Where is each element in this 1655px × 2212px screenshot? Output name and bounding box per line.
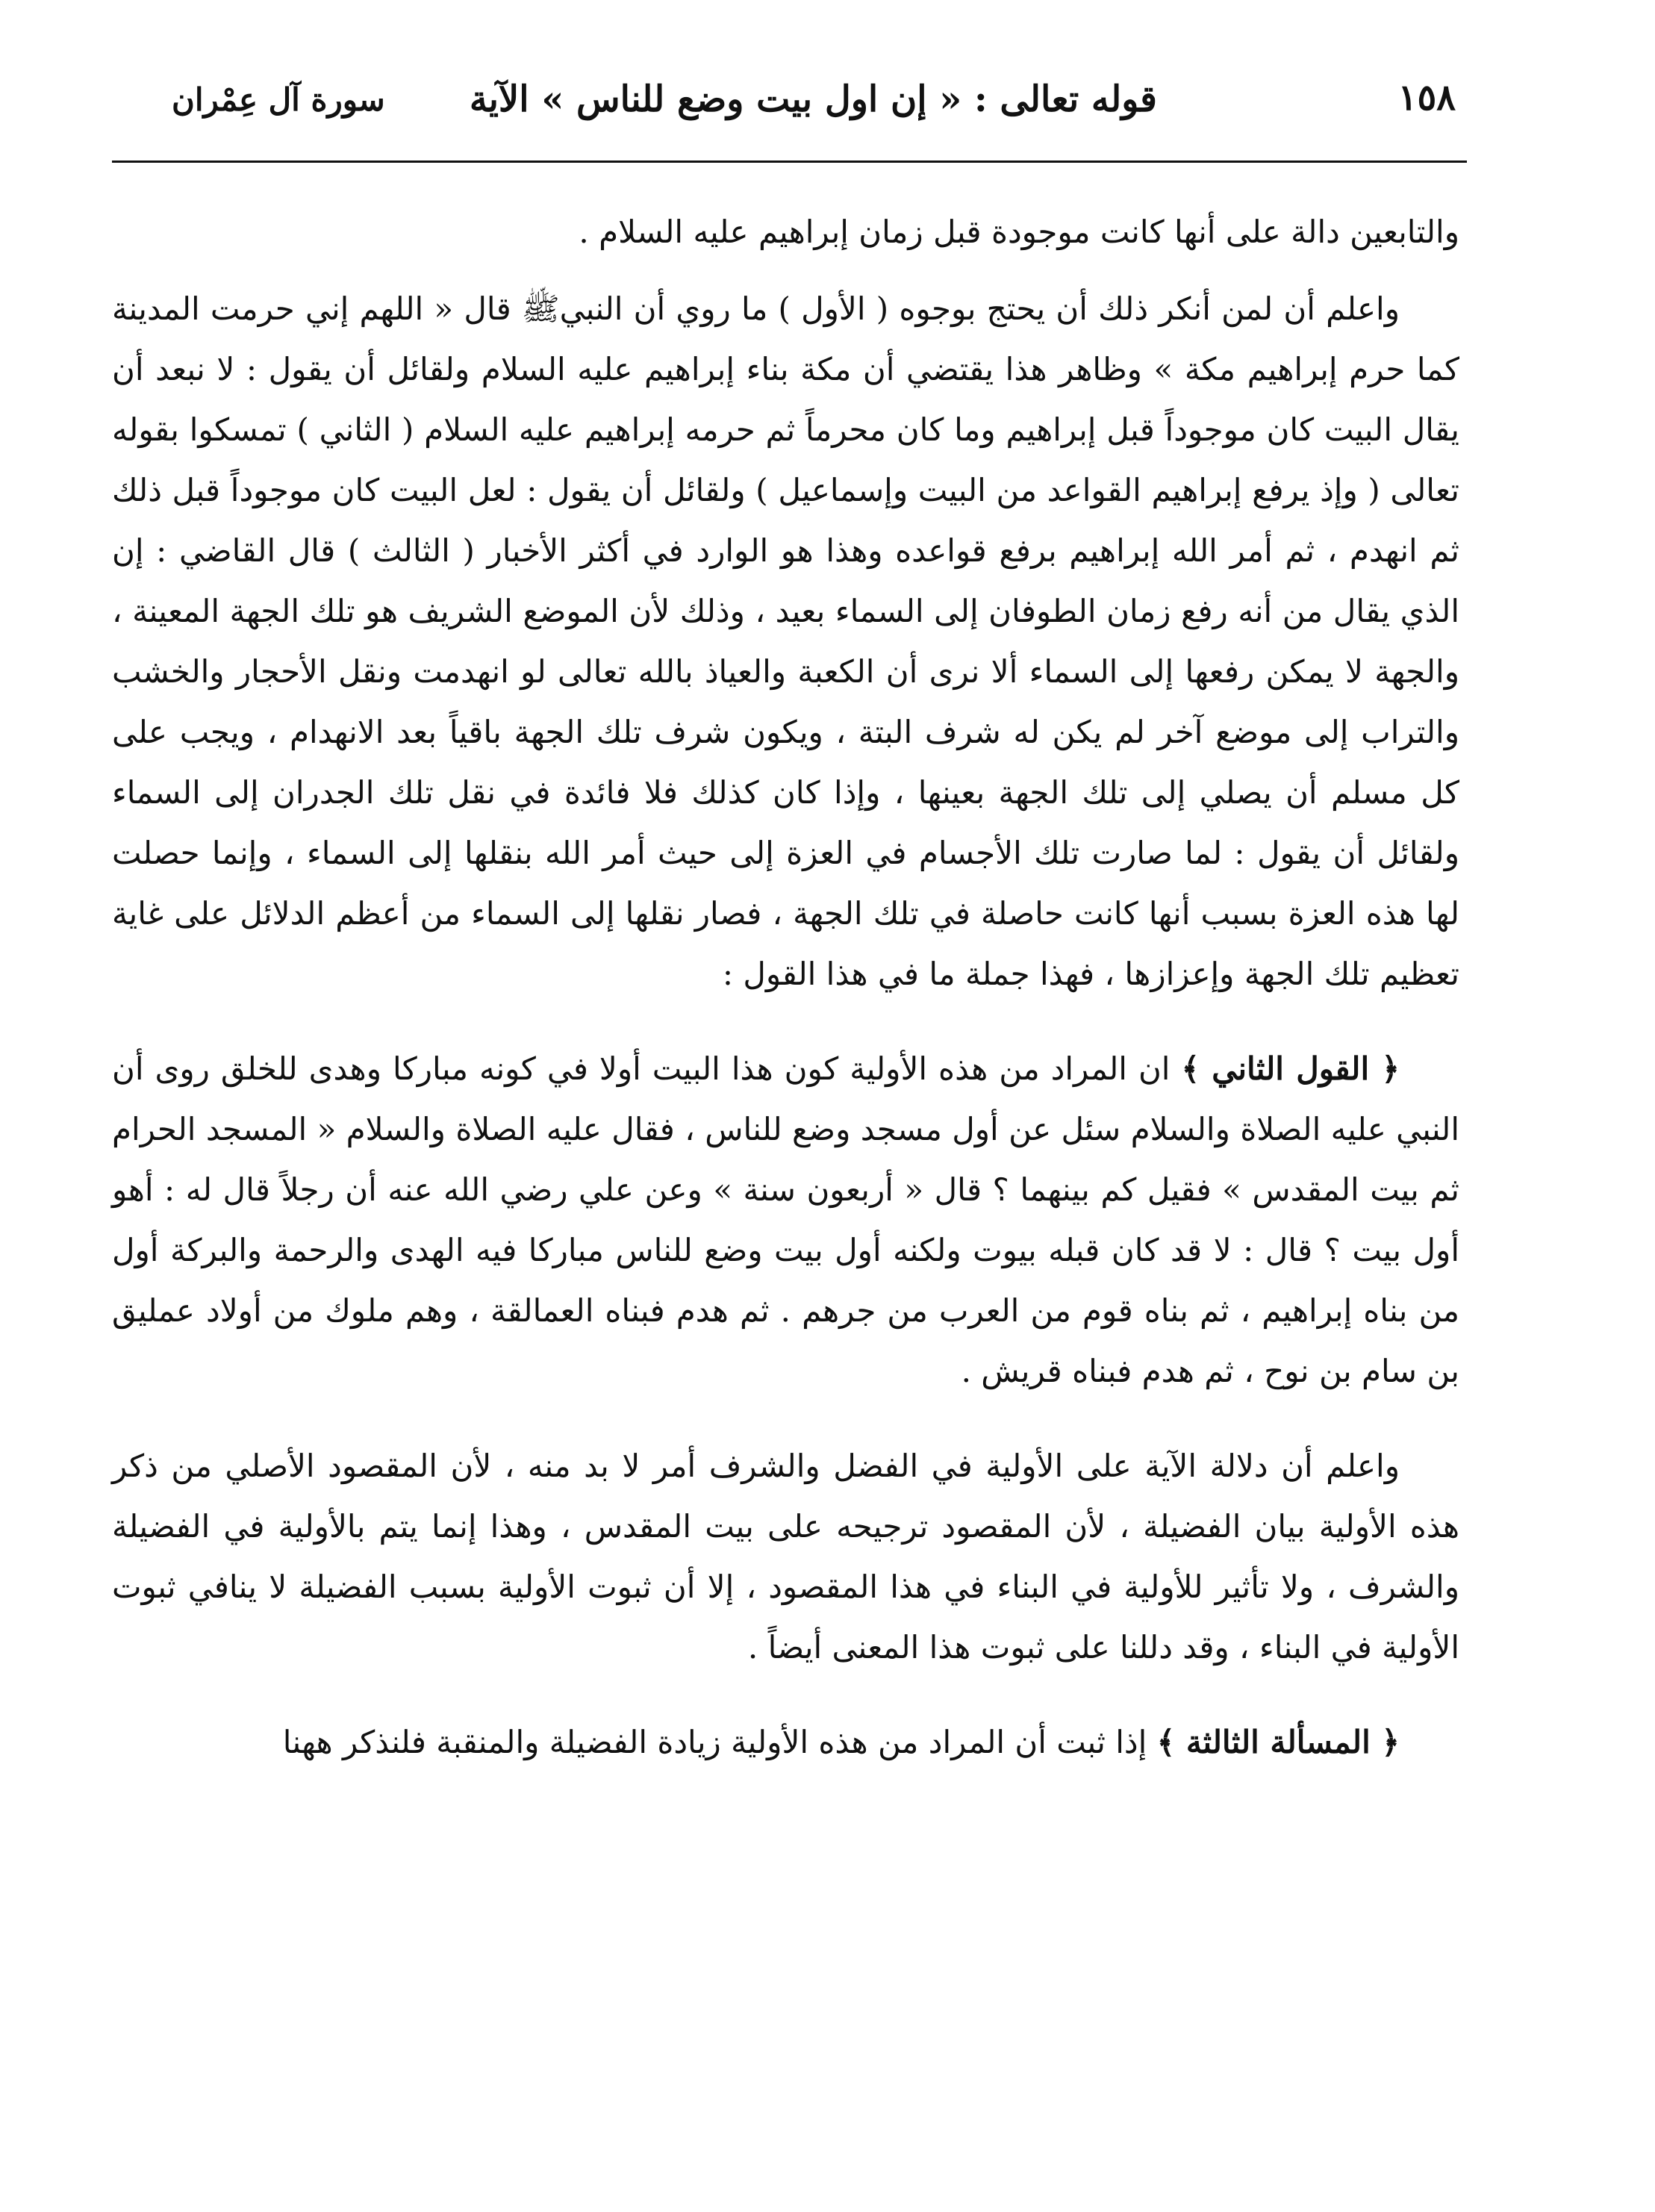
section-heading-third-issue: ﴿ المسألة الثالثة ﴾ [1156, 1724, 1400, 1760]
body-text [112, 202, 1459, 1807]
paragraph-5 [112, 1712, 1459, 1772]
section-heading-second-opinion: ﴿ القول الثاني ﴾ [1181, 1050, 1400, 1087]
surah-name: سورة آل عِمْران [172, 81, 385, 118]
page-number: ١٥٨ [1397, 77, 1456, 119]
paragraph-4-text: واعلم أن دلالة الآية على الأولية في الفضل والشرف أمر لا بد منه ، لأن المقصود الأصلي من ذكر هذه الأولية بيان الفضيلة ، لأن المقصود ترجيحه على بيت المقدس ، وهذا إنما يتم بالأولية في الفضيلة والشرف ، ولا تأثير للأولية في البناء في هذا المقصود ، إلا أن ثبوت الأولية بسبب الفضيلة لا ينافي ثبوت الأولية في البناء ، وقد دللنا على ثبوت هذا المعنى أيضاً . [112, 1448, 1459, 1666]
paragraph-1 [112, 202, 1459, 262]
paragraph-5-text: إذا ثبت أن المراد من هذه الأولية زيادة الفضيلة والمنقبة فلنذكر ههنا [282, 1724, 1147, 1760]
paragraph-2-text: واعلم أن لمن أنكر ذلك أن يحتج بوجوه ( الأول ) ما روي أن النبيﷺ قال « اللهم إني حرمت المدينة كما حرم إبراهيم مكة » وظاهر هذا يقتضي أن مكة بناء إبراهيم عليه السلام ولقائل أن يقول : لا نبعد أن يقال البيت كان موجوداً قبل إبراهيم وما كان محرماً ثم حرمه إبراهيم عليه السلام ( الثاني ) تمسكوا بقوله تعالى ( وإذ يرفع إبراهيم القواعد من البيت وإسماعيل ) ولقائل أن يقول : لعل البيت كان موجوداً قبل ذلك ثم انهدم ، ثم أمر الله إبراهيم برفع قواعده وهذا هو الوارد في أكثر الأخبار ( الثالث ) قال القاضي : إن الذي يقال من أنه رفع زمان الطوفان إلى السماء بعيد ، وذلك لأن الموضع الشريف هو تلك الجهة المعينة ، والجهة لا يمكن رفعها إلى السماء ألا نرى أن الكعبة والعياذ بالله تعالى لو انهدمت ونقل الأحجار والخشب والتراب إلى موضع آخر لم يكن له شرف البتة ، ويكون شرف تلك الجهة باقياً بعد الانهدام ، ويجب على كل مسلم أن يصلي إلى تلك الجهة بعينها ، وإذا كان كذلك فلا فائدة في نقل تلك الجدران إلى السماء ولقائل أن يقول : لما صارت تلك الأجسام في العزة إلى حيث أمر الله بنقلها إلى السماء ، وإنما حصلت لها هذه العزة بسبب أنها كانت حاصلة في تلك الجهة ، فصار نقلها إلى السماء من أعظم الدلائل على غاية تعظيم تلك الجهة وإعزازها ، فهذا جملة ما في هذا القول : [112, 290, 1459, 992]
header-divider [112, 161, 1467, 163]
paragraph-2 [112, 278, 1459, 1004]
paragraph-4 [112, 1436, 1459, 1677]
running-title: قوله تعالى : « إن اول بيت وضع للناس » الآية [469, 78, 1157, 120]
page-header [112, 71, 1456, 153]
paragraph-3-text: ان المراد من هذه الأولية كون هذا البيت أولا في كونه مباركا وهدى للخلق روى أن النبي عليه الصلاة والسلام سئل عن أول مسجد وضع للناس ، فقال عليه الصلاة والسلام « المسجد الحرام ثم بيت المقدس » فقيل كم بينهما ؟ قال « أربعون سنة » وعن علي رضي الله عنه أن رجلاً قال له : أهو أول بيت ؟ قال : لا قد كان قبله بيوت ولكنه أول بيت وضع للناس مباركا فيه الهدى والرحمة والبركة أول من بناه إبراهيم ، ثم بناه قوم من العرب من جرهم . ثم هدم فبناه العمالقة ، وهم ملوك من أولاد عمليق بن سام بن نوح ، ثم هدم فبناه قريش . [112, 1050, 1459, 1389]
paragraph-1-text: والتابعين دالة على أنها كانت موجودة قبل زمان إبراهيم عليه السلام . [579, 214, 1459, 250]
paragraph-3 [112, 1038, 1459, 1401]
